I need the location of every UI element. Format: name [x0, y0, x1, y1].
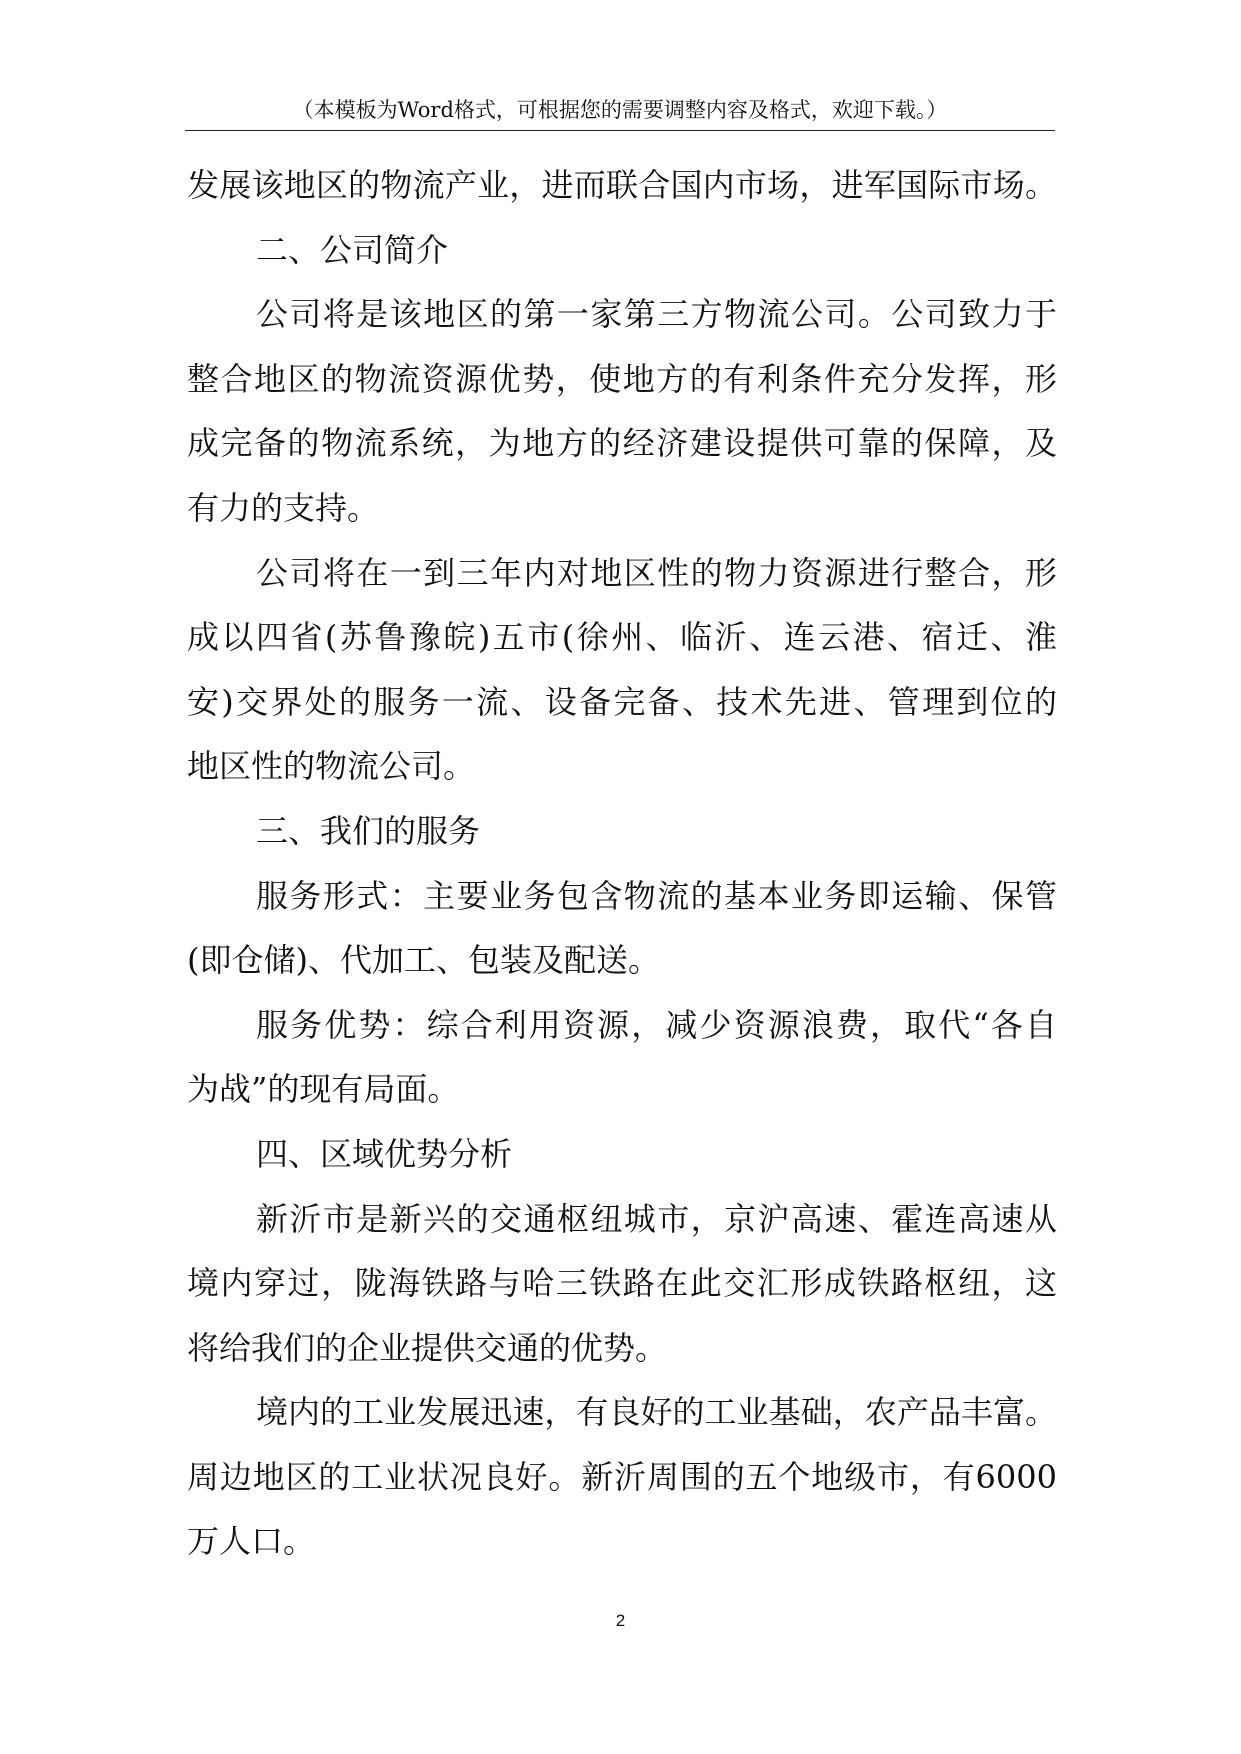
paragraph-line: 地区性的物流公司。 [187, 747, 476, 786]
section-heading-regional-advantage: 四、区域优势分析 [256, 1134, 513, 1173]
header-divider [185, 130, 1055, 131]
document-body [187, 153, 1057, 1574]
paragraph-line: 有力的支持。 [187, 488, 380, 527]
paragraph-line: 安)交界处的服务一流、设备完备、技术先进、管理到位的 [187, 682, 1057, 721]
paragraph-line: 为战”的现有局面。 [187, 1070, 460, 1109]
paragraph-line: 服务优势：综合利用资源，减少资源浪费，取代“各自 [256, 1005, 1057, 1044]
paragraph-line: 成完备的物流系统，为地方的经济建设提供可靠的保障，及 [187, 424, 1057, 463]
paragraph-line: 服务形式：主要业务包含物流的基本业务即运输、保管 [256, 876, 1057, 915]
paragraph-line: 境内穿过，陇海铁路与哈三铁路在此交汇形成铁路枢纽，这 [187, 1264, 1057, 1303]
paragraph-line: 公司将在一到三年内对地区性的物力资源进行整合，形 [256, 553, 1057, 592]
paragraph-line: 万人口。 [187, 1522, 316, 1561]
paragraph-line: 公司将是该地区的第一家第三方物流公司。公司致力于 [256, 295, 1057, 334]
paragraph-line: 境内的工业发展迅速，有良好的工业基础，农产品丰富。 [256, 1393, 1057, 1432]
template-header-note: （本模板为Word格式，可根据您的需要调整内容及格式，欢迎下载。） [292, 98, 948, 122]
section-heading-company-intro: 二、公司简介 [256, 230, 449, 269]
paragraph-line: 新沂市是新兴的交通枢纽城市，京沪高速、霍连高速从 [256, 1199, 1057, 1238]
paragraph-line: 周边地区的工业状况良好。新沂周围的五个地级市，有6000 [187, 1457, 1057, 1496]
page-number: 2 [615, 1611, 626, 1630]
paragraph-line: 成以四省(苏鲁豫皖)五市(徐州、临沂、连云港、宿迁、淮 [187, 618, 1057, 657]
paragraph-line: (即仓储)、代加工、包装及配送。 [187, 941, 660, 980]
paragraph-line: 整合地区的物流资源优势，使地方的有利条件充分发挥，形 [187, 359, 1057, 398]
section-heading-our-services: 三、我们的服务 [256, 811, 481, 850]
paragraph-line: 发展该地区的物流产业，进而联合国内市场，进军国际市场。 [187, 166, 1057, 204]
paragraph-line: 将给我们的企业提供交通的优势。 [187, 1328, 668, 1367]
